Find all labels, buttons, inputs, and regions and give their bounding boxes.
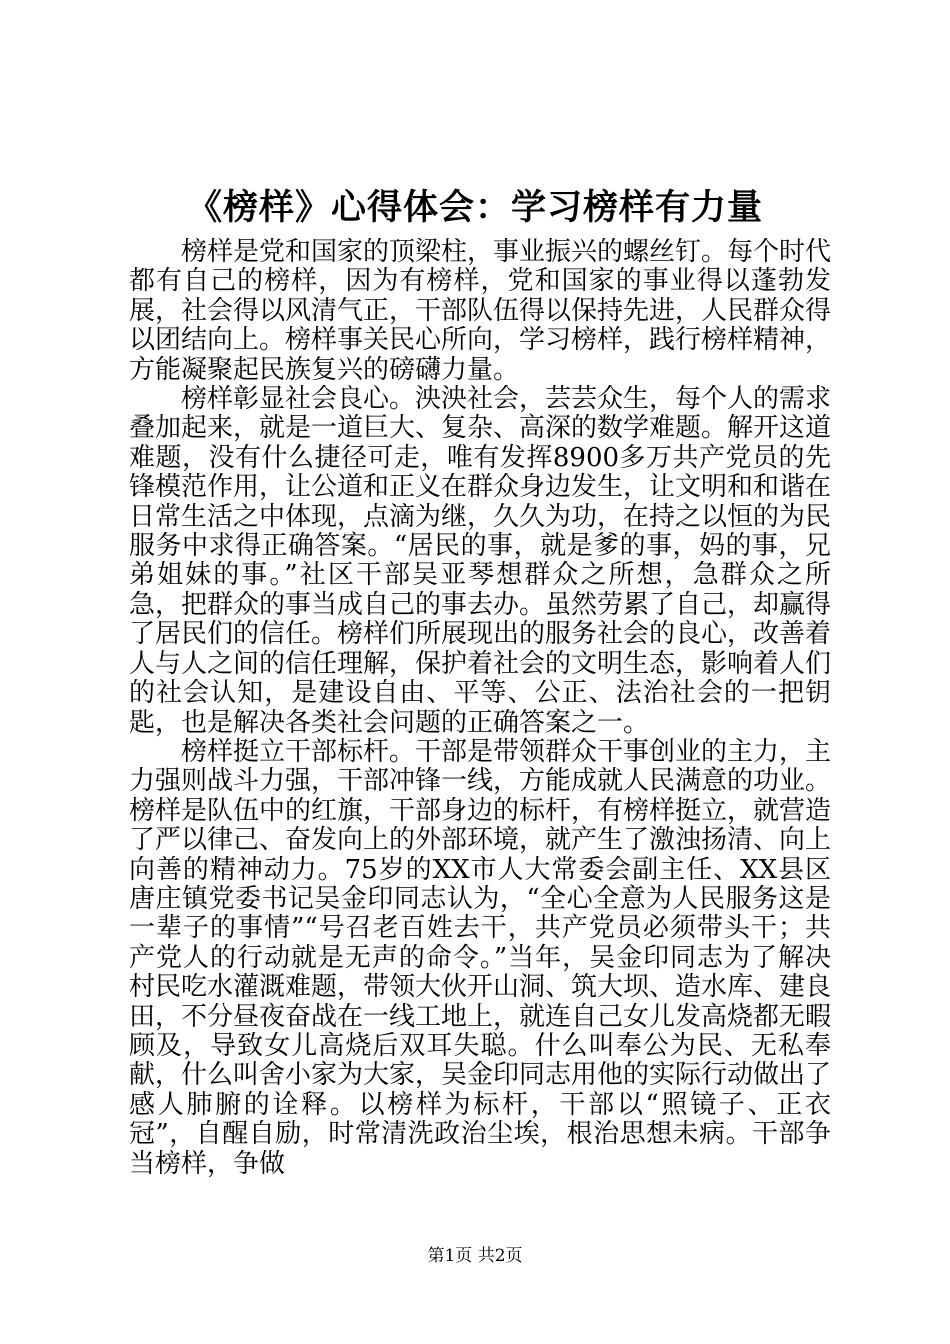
document-title: 《榜样》心得体会：学习榜样有力量 [186, 187, 763, 228]
paragraph: 榜样彰显社会良心。泱泱社会，芸芸众生，每个人的需求叠加起来，就是一道巨大、复杂、高深的数学难题。解开这道难题，没有什么捷径可走，唯有发挥8900多万共产党员的先锋模范作用，让公道和正义在群众身边发生，让文明和和谐在日常生活之中体现，点滴为继，久久为功，在持之以恒的为民服务中求得正确答案。“居民的事，就是爹的事，妈的事，兄弟姐妹的事。”社区干部吴亚琴想群众之所想，急群众之所急，把群众的事当成自己的事去办。虽然劳累了自己，却赢得了居民们的信任。榜样们所展现出的服务社会的良心，改善着人与人之间的信任理解，保护着社会的文明生态，影响着人们的社会认知，是建设自由、平等、公正、法治社会的一把钥匙，也是解决各类社会问题的正确答案之一。 [129, 384, 832, 738]
document-body [129, 238, 831, 1179]
page-number-footer: 第1页 共2页 [427, 1246, 523, 1266]
paragraph: 榜样挺立干部标杆。干部是带领群众干事创业的主力，主力强则战斗力强，干部冲锋一线，方能成就人民满意的功业。榜样是队伍中的红旗，干部身边的标杆，有榜样挺立，就营造了严以律己、奋发向上的外部环境，就产生了激浊扬清、向上向善的精神动力。75岁的XX市人大常委会副主任、XX县区唐庄镇党委书记吴金印同志认为，“全心全意为人民服务这是一辈子的事情”“号召老百姓去干，共产党员必须带头干；共产党人的行动就是无声的命令。”当年，吴金印同志为了解决村民吃水灌溉难题，带领大伙开山洞、筑大坝、造水库、建良田，不分昼夜奋战在一线工地上，就连自己女儿发高烧都无暇顾及，导致女儿高烧后双耳失聪。什么叫奉公为民、无私奉献，什么叫舍小家为大家，吴金印同志用他的实际行动做出了感人肺腑的诠释。以榜样为标杆，干部以“照镜子、正衣冠”，自醒自励，时常清洗政治尘埃，根治思想未病。干部争当榜样，争做 [129, 736, 832, 1179]
paragraph: 榜样是党和国家的顶梁柱，事业振兴的螺丝钉。每个时代都有自己的榜样，因为有榜样，党和国家的事业得以蓬勃发展，社会得以风清气正，干部队伍得以保持先进，人民群众得以团结向上。榜样事关民心所向，学习榜样，践行榜样精神，方能凝聚起民族复兴的磅礴力量。 [129, 237, 832, 385]
